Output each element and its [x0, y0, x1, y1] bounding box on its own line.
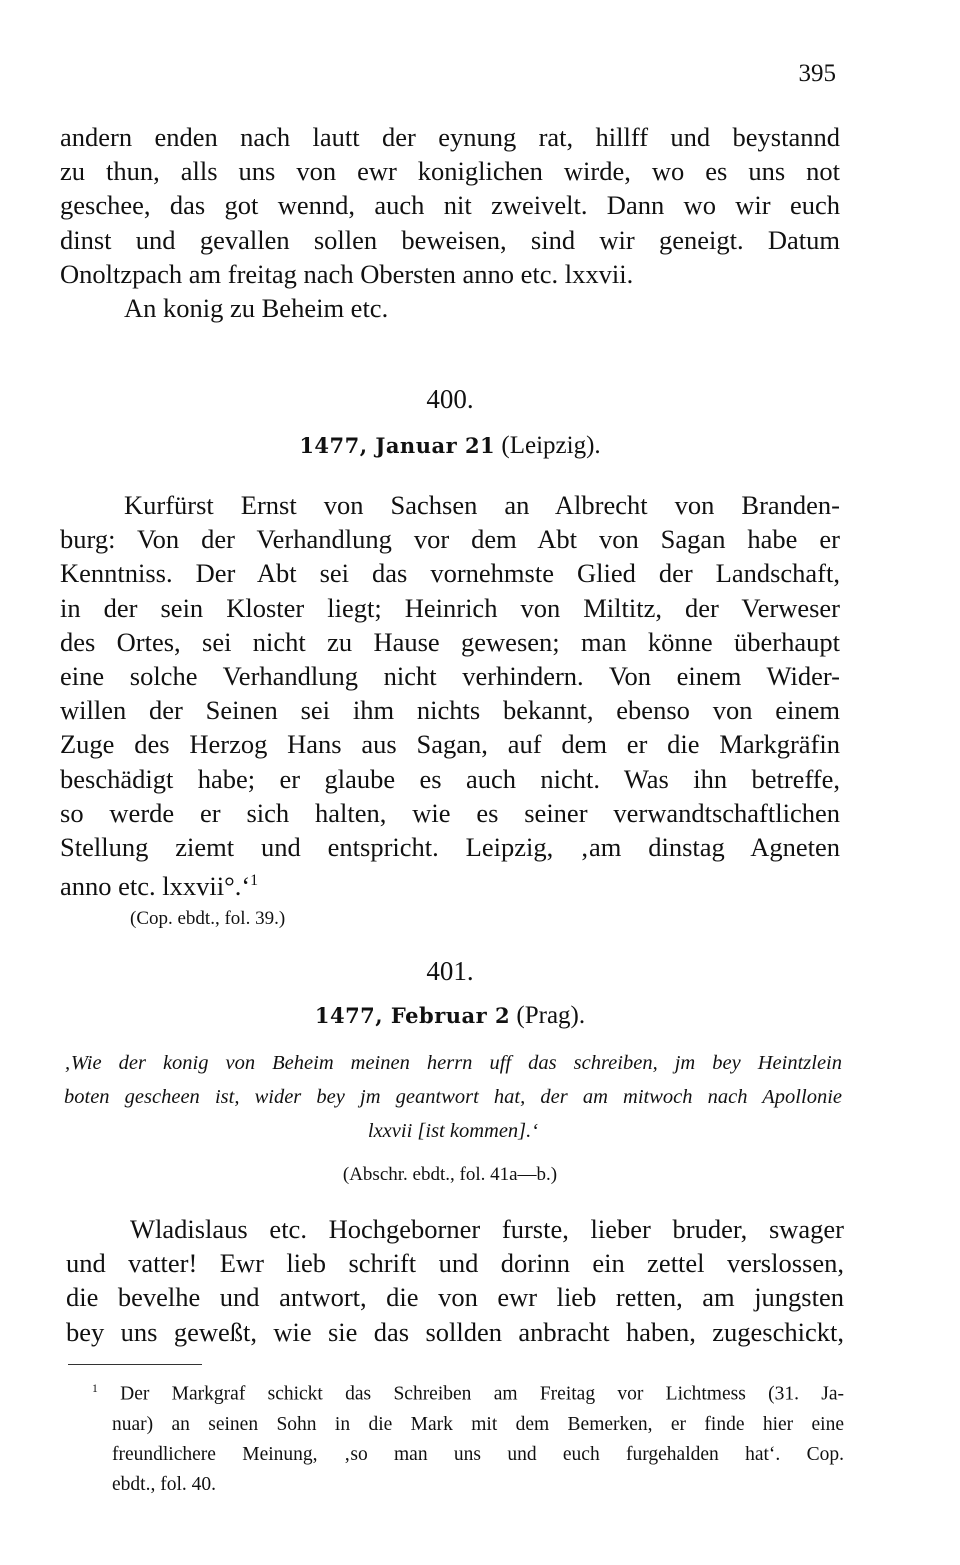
- document-401-heading: [64, 1046, 842, 1148]
- text-line: Wladislaus etc. Hochgeborner furste, lieber bruder, swager: [130, 1214, 844, 1244]
- footnote: [92, 1374, 844, 1500]
- document-400-body: [60, 488, 840, 903]
- text-line: bey uns geweßt, wie sie das sollden anbracht haben, zugeschickt,: [66, 1316, 844, 1347]
- footnote-rule: [68, 1364, 202, 1365]
- date-place: (Leipzig).: [501, 432, 601, 459]
- continuation-text: [60, 120, 840, 325]
- source-note-401: (Abschr. ebdt., fol. 41a—b.): [342, 1164, 558, 1185]
- footnote-line: freundlichere Meinung, ‚so man uns und euch furgehalden hat‘. Cop.: [112, 1443, 844, 1465]
- text-line: die bevelhe und antwort, die von ewr lieb retten, am jungsten: [66, 1282, 844, 1313]
- text-line: und vatter! Ewr lieb schrift und dorinn ein zettel verslossen,: [66, 1248, 844, 1279]
- text-line: dinst und gevallen sollen beweisen, sind wir geneigt. Datum: [60, 224, 840, 255]
- date-bold: 1477, Januar 21: [299, 433, 496, 458]
- footnote-marker: 1: [92, 1382, 98, 1395]
- footnote-reference: 1: [250, 872, 259, 890]
- text-line: zu thun, alls uns von ewr koniglichen wirde, wo es uns not: [60, 156, 840, 187]
- document-date-401: [60, 1002, 840, 1030]
- text-line-content: anno etc. lxxvii°.‘: [60, 871, 251, 902]
- text-line: beschädigt habe; er glaube es auch nicht. Was ihn betreffe,: [60, 763, 840, 794]
- footnote-line: ebdt., fol. 40.: [112, 1473, 216, 1495]
- italic-heading-line: lxxvii [ist kommen].‘: [367, 1120, 539, 1142]
- text-line: Onoltzpach am freitag nach Obersten anno etc. lxxvii.: [60, 258, 634, 289]
- footnote-line: [92, 1374, 844, 1410]
- text-line: geschee, das got wennd, auch nit zweivelt. Dann wo wir euch: [60, 190, 840, 221]
- source-note-400: (Cop. ebdt., fol. 39.): [130, 908, 286, 929]
- text-line: burg: Von der Verhandlung vor dem Abt von Sagan habe er: [60, 524, 840, 555]
- document-date-400: [60, 432, 840, 460]
- date-bold: 1477, Februar 2: [314, 1003, 511, 1028]
- text-line: Kenntniss. Der Abt sei das vornehmste Glied der Landschaft,: [60, 558, 840, 589]
- text-line: Kurfürst Ernst von Sachsen an Albrecht von Branden-: [124, 490, 840, 520]
- italic-heading-line: boten gescheen ist, wider bey jm geantwort hat, der am mitwoch nach Apollonie: [64, 1086, 842, 1108]
- italic-heading-line: ‚Wie der konig von Beheim meinen herrn uff das schreiben, jm bey Heintzlein: [64, 1052, 842, 1074]
- footnote-line: nuar) an seinen Sohn in die Mark mit dem Bemerken, er finde hier eine: [112, 1413, 844, 1435]
- date-place: (Prag).: [516, 1002, 586, 1029]
- text-line: willen der Seinen sei ihm nichts bekannt, ebenso von einem: [60, 695, 840, 726]
- page-number: 395: [798, 60, 836, 87]
- text-line: Zuge des Herzog Hans aus Sagan, auf dem er die Markgräfin: [60, 729, 840, 760]
- document-401-body: [66, 1212, 844, 1349]
- document-number-401: 401.: [426, 956, 474, 986]
- footnote-text: Der Markgraf schickt das Schreiben am Freitag vor Lichtmess (31. Ja-: [120, 1383, 845, 1405]
- text-line: des Ortes, sei nicht zu Hause gewesen; man könne überhaupt: [60, 626, 840, 657]
- text-line: eine solche Verhandlung nicht verhindern. Von einem Wider-: [60, 661, 840, 692]
- document-number-400: 400.: [426, 384, 474, 414]
- text-line: andern enden nach lautt der eynung rat, hillff und beystannd: [60, 122, 840, 152]
- text-line: [60, 864, 840, 903]
- text-line: Stellung ziemt und entspricht. Leipzig, ‚am dinstag Agneten: [60, 832, 840, 863]
- address-line: An konig zu Beheim etc.: [124, 293, 389, 324]
- text-line: so werde er sich halten, wie es seiner verwandtschaftlichen: [60, 797, 840, 828]
- text-line: in der sein Kloster liegt; Heinrich von Miltitz, der Verweser: [60, 592, 840, 623]
